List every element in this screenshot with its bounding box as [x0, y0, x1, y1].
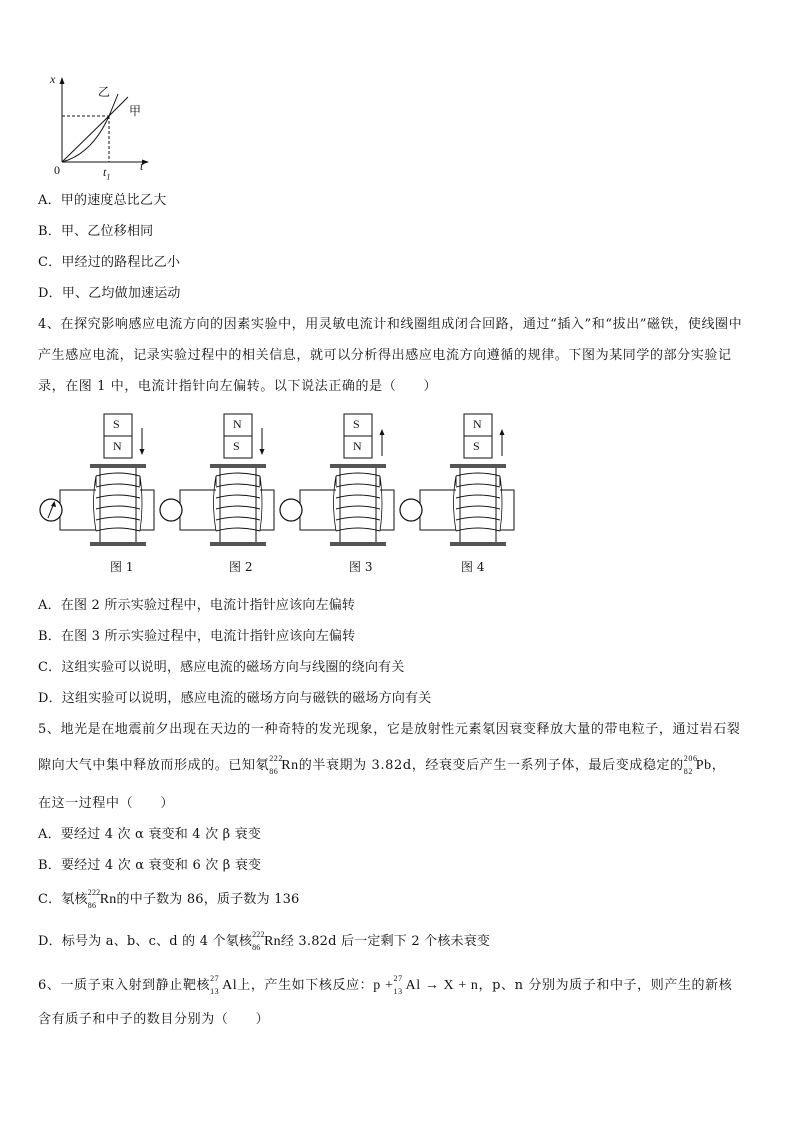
figure-1-diagram [40, 414, 154, 546]
nuclear-reaction-equation: p + 27 13 Al → X + n [373, 974, 479, 996]
q4-stem-line-1: 4、在探究影响感应电流方向的因素实验中，用灵敏电流计和线圈组成闭合回路，通过“插入”和“拔出”磁铁，使线圈中 [38, 317, 743, 332]
figure-4-diagram [400, 414, 514, 546]
q3-option-c[interactable]: C．甲经过的路程比乙小 [38, 255, 181, 270]
q4-option-d[interactable]: D．这组实验可以说明，感应电流的磁场方向与磁铁的磁场方向有关 [38, 691, 432, 706]
q4-stem-line-3: 录，在图 1 中，电流计指针向左偏转。以下说法正确的是（ ） [38, 379, 438, 394]
fig1-magnet-bottom-pole: N [113, 439, 122, 453]
q3-option-a[interactable]: A．甲的速度总比乙大 [38, 193, 167, 208]
q5-stem-line-2: 隙向大气中集中释放而形成的。已知氡 222 86 Rn的半衰期为 3.82d，经衰变后产生一系列子体，最后变成稳定的 206 82 Pb， [38, 754, 726, 776]
fig4-magnet-bottom-pole: S [473, 439, 480, 453]
figure-3-diagram [280, 414, 394, 546]
fig2-magnet-bottom-pole: S [233, 439, 240, 453]
q3-curve-jia-label: 甲 [129, 104, 142, 118]
q3-xt-graph [40, 74, 170, 180]
fig4-caption: 图 4 [461, 560, 485, 574]
q3-curve-yi-label: 乙 [98, 85, 111, 99]
q4-option-a[interactable]: A．在图 2 所示实验过程中，电流计指针应该向左偏转 [38, 598, 356, 613]
q4-option-b[interactable]: B．在图 3 所示实验过程中，电流计指针应该向左偏转 [38, 629, 356, 644]
radon-222-nuclide: 222 86 Rn [87, 888, 117, 910]
q3-origin-label: 0 [54, 163, 60, 177]
fig1-magnet-top-pole: S [113, 417, 120, 431]
radon-222-nuclide: 222 86 Rn [252, 930, 281, 952]
q5-option-b[interactable]: B．要经过 4 次 α 衰变和 6 次 β 衰变 [38, 858, 262, 873]
q4-stem-line-2: 产生感应电流，记录实验过程中的相关信息，就可以分析得出感应电流方向遵循的规律。下图为某同学的部分实验记 [38, 348, 732, 363]
q6-stem-line-2: 含有质子和中子的数目分别为（ ） [38, 1012, 270, 1027]
fig2-caption: 图 2 [229, 560, 253, 574]
fig3-magnet-top-pole: S [353, 417, 360, 431]
q3-option-d[interactable]: D．甲、乙均做加速运动 [38, 286, 181, 301]
fig4-magnet-top-pole: N [473, 417, 482, 431]
q3-t1-label: $t_1$ [103, 165, 111, 182]
figure-2-diagram [160, 414, 274, 546]
q5-option-d[interactable]: D．标号为 a、b、c、d 的 4 个氡核 222 86 Rn经 3.82d 后一定剩下 2 个核未衰变 [38, 930, 491, 952]
q5-stem-line-3: 在这一过程中（ ） [38, 796, 175, 811]
q5-option-c[interactable]: C．氡核 222 86 Rn的中子数为 86，质子数为 136 [38, 888, 300, 910]
fig2-magnet-top-pole: N [233, 417, 242, 431]
fig3-caption: 图 3 [349, 560, 373, 574]
q4-figure-strip [36, 408, 516, 578]
q4-option-c[interactable]: C．这组实验可以说明，感应电流的磁场方向与线圈的绕向有关 [38, 660, 405, 675]
fig3-magnet-bottom-pole: N [353, 439, 362, 453]
aluminum-27-nuclide: 27 13 Al [210, 974, 238, 996]
fig1-caption: 图 1 [110, 560, 134, 574]
q5-stem-line-1: 5、地光是在地震前夕出现在天边的一种奇特的发光现象，它是放射性元素氡因衰变释放大量的带电粒子，通过岩石裂 [38, 722, 741, 737]
q3-x-axis-label: t [140, 159, 144, 173]
q6-stem-line-1: 6、一质子束入射到静止靶核 27 13 Al上，产生如下核反应：p + 27 13 Al → X + n，p、n 分别为质子和中子，则产生的新核 [38, 974, 733, 996]
lead-206-nuclide: 206 82 Pb [683, 754, 712, 776]
q5-option-a[interactable]: A．要经过 4 次 α 衰变和 4 次 β 衰变 [38, 827, 262, 842]
q3-option-b[interactable]: B．甲、乙位移相同 [38, 224, 154, 239]
radon-222-nuclide: 222 86 Rn [269, 754, 299, 776]
aluminum-27-nuclide: 27 13 Al [393, 974, 421, 996]
q3-y-axis-label: x [50, 72, 56, 86]
